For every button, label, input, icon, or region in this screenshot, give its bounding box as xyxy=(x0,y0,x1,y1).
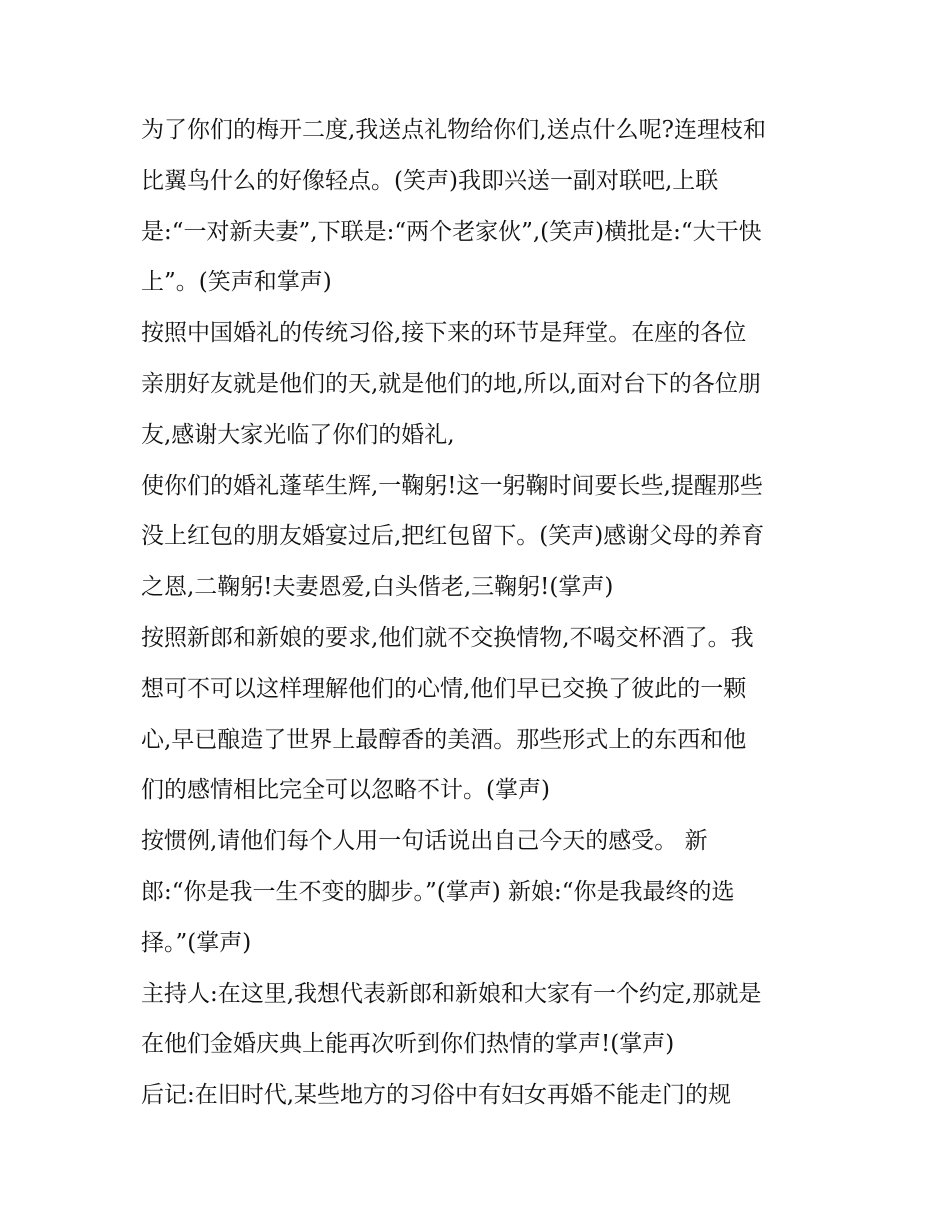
text-line-18: 主持人:在这里,我想代表新郎和新娘和大家有一个约定,那就是 xyxy=(141,980,762,1007)
text-line-4: 上”。(笑声和掌声) xyxy=(141,269,332,296)
text-line-1: 为了你们的梅开二度,我送点礼物给你们,送点什么呢?连理枝和 xyxy=(141,117,766,143)
text-line-17: 择。”(掌声) xyxy=(141,929,252,956)
text-line-16: 郎:“你是我一生不变的脚步。”(掌声) 新娘:“你是我最终的选 xyxy=(141,878,735,905)
text-line-19: 在他们金婚庆典上能再次听到你们热情的掌声!(掌声) xyxy=(141,1031,675,1058)
text-line-2: 比翼鸟什么的好像轻点。(笑声)我即兴送一副对联吧,上联 xyxy=(141,167,719,194)
document-body xyxy=(141,105,821,1121)
text-line-20: 后记:在旧时代,某些地方的习俗中有妇女再婚不能走门的规 xyxy=(141,1082,732,1109)
text-line-8: 使你们的婚礼蓬荜生辉,一鞠躬!这一躬鞠时间要长些,提醒那些 xyxy=(141,472,763,499)
text-line-3: 是:“一对新夫妻”,下联是:“两个老家伙”,(笑声)横批是:“大干快 xyxy=(141,218,762,245)
text-line-6: 亲朋好友就是他们的天,就是他们的地,所以,面对台下的各位朋 xyxy=(141,370,761,397)
text-line-13: 心,早已酿造了世界上最醇香的美酒。那些形式上的东西和他 xyxy=(141,726,747,753)
text-line-9: 没上红包的朋友婚宴过后,把红包留下。(笑声)感谢父母的养育 xyxy=(141,523,765,550)
text-line-5: 按照中国婚礼的传统习俗,接下来的环节是拜堂。在座的各位 xyxy=(141,320,747,347)
text-line-15: 按惯例,请他们每个人用一句话说出自己今天的感受。 新 xyxy=(141,828,708,855)
text-line-14: 们的感情相比完全可以忽略不计。(掌声) xyxy=(141,777,550,804)
text-line-10: 之恩,二鞠躬!夫妻恩爱,白头偕老,三鞠躬!(掌声) xyxy=(141,574,614,601)
text-line-7: 友,感谢大家光临了你们的婚礼, xyxy=(141,421,455,448)
text-line-12: 想可不可以这样理解他们的心情,他们早已交换了彼此的一颗 xyxy=(141,675,747,702)
text-line-11: 按照新郎和新娘的要求,他们就不交换情物,不喝交杯酒了。我 xyxy=(141,624,754,651)
